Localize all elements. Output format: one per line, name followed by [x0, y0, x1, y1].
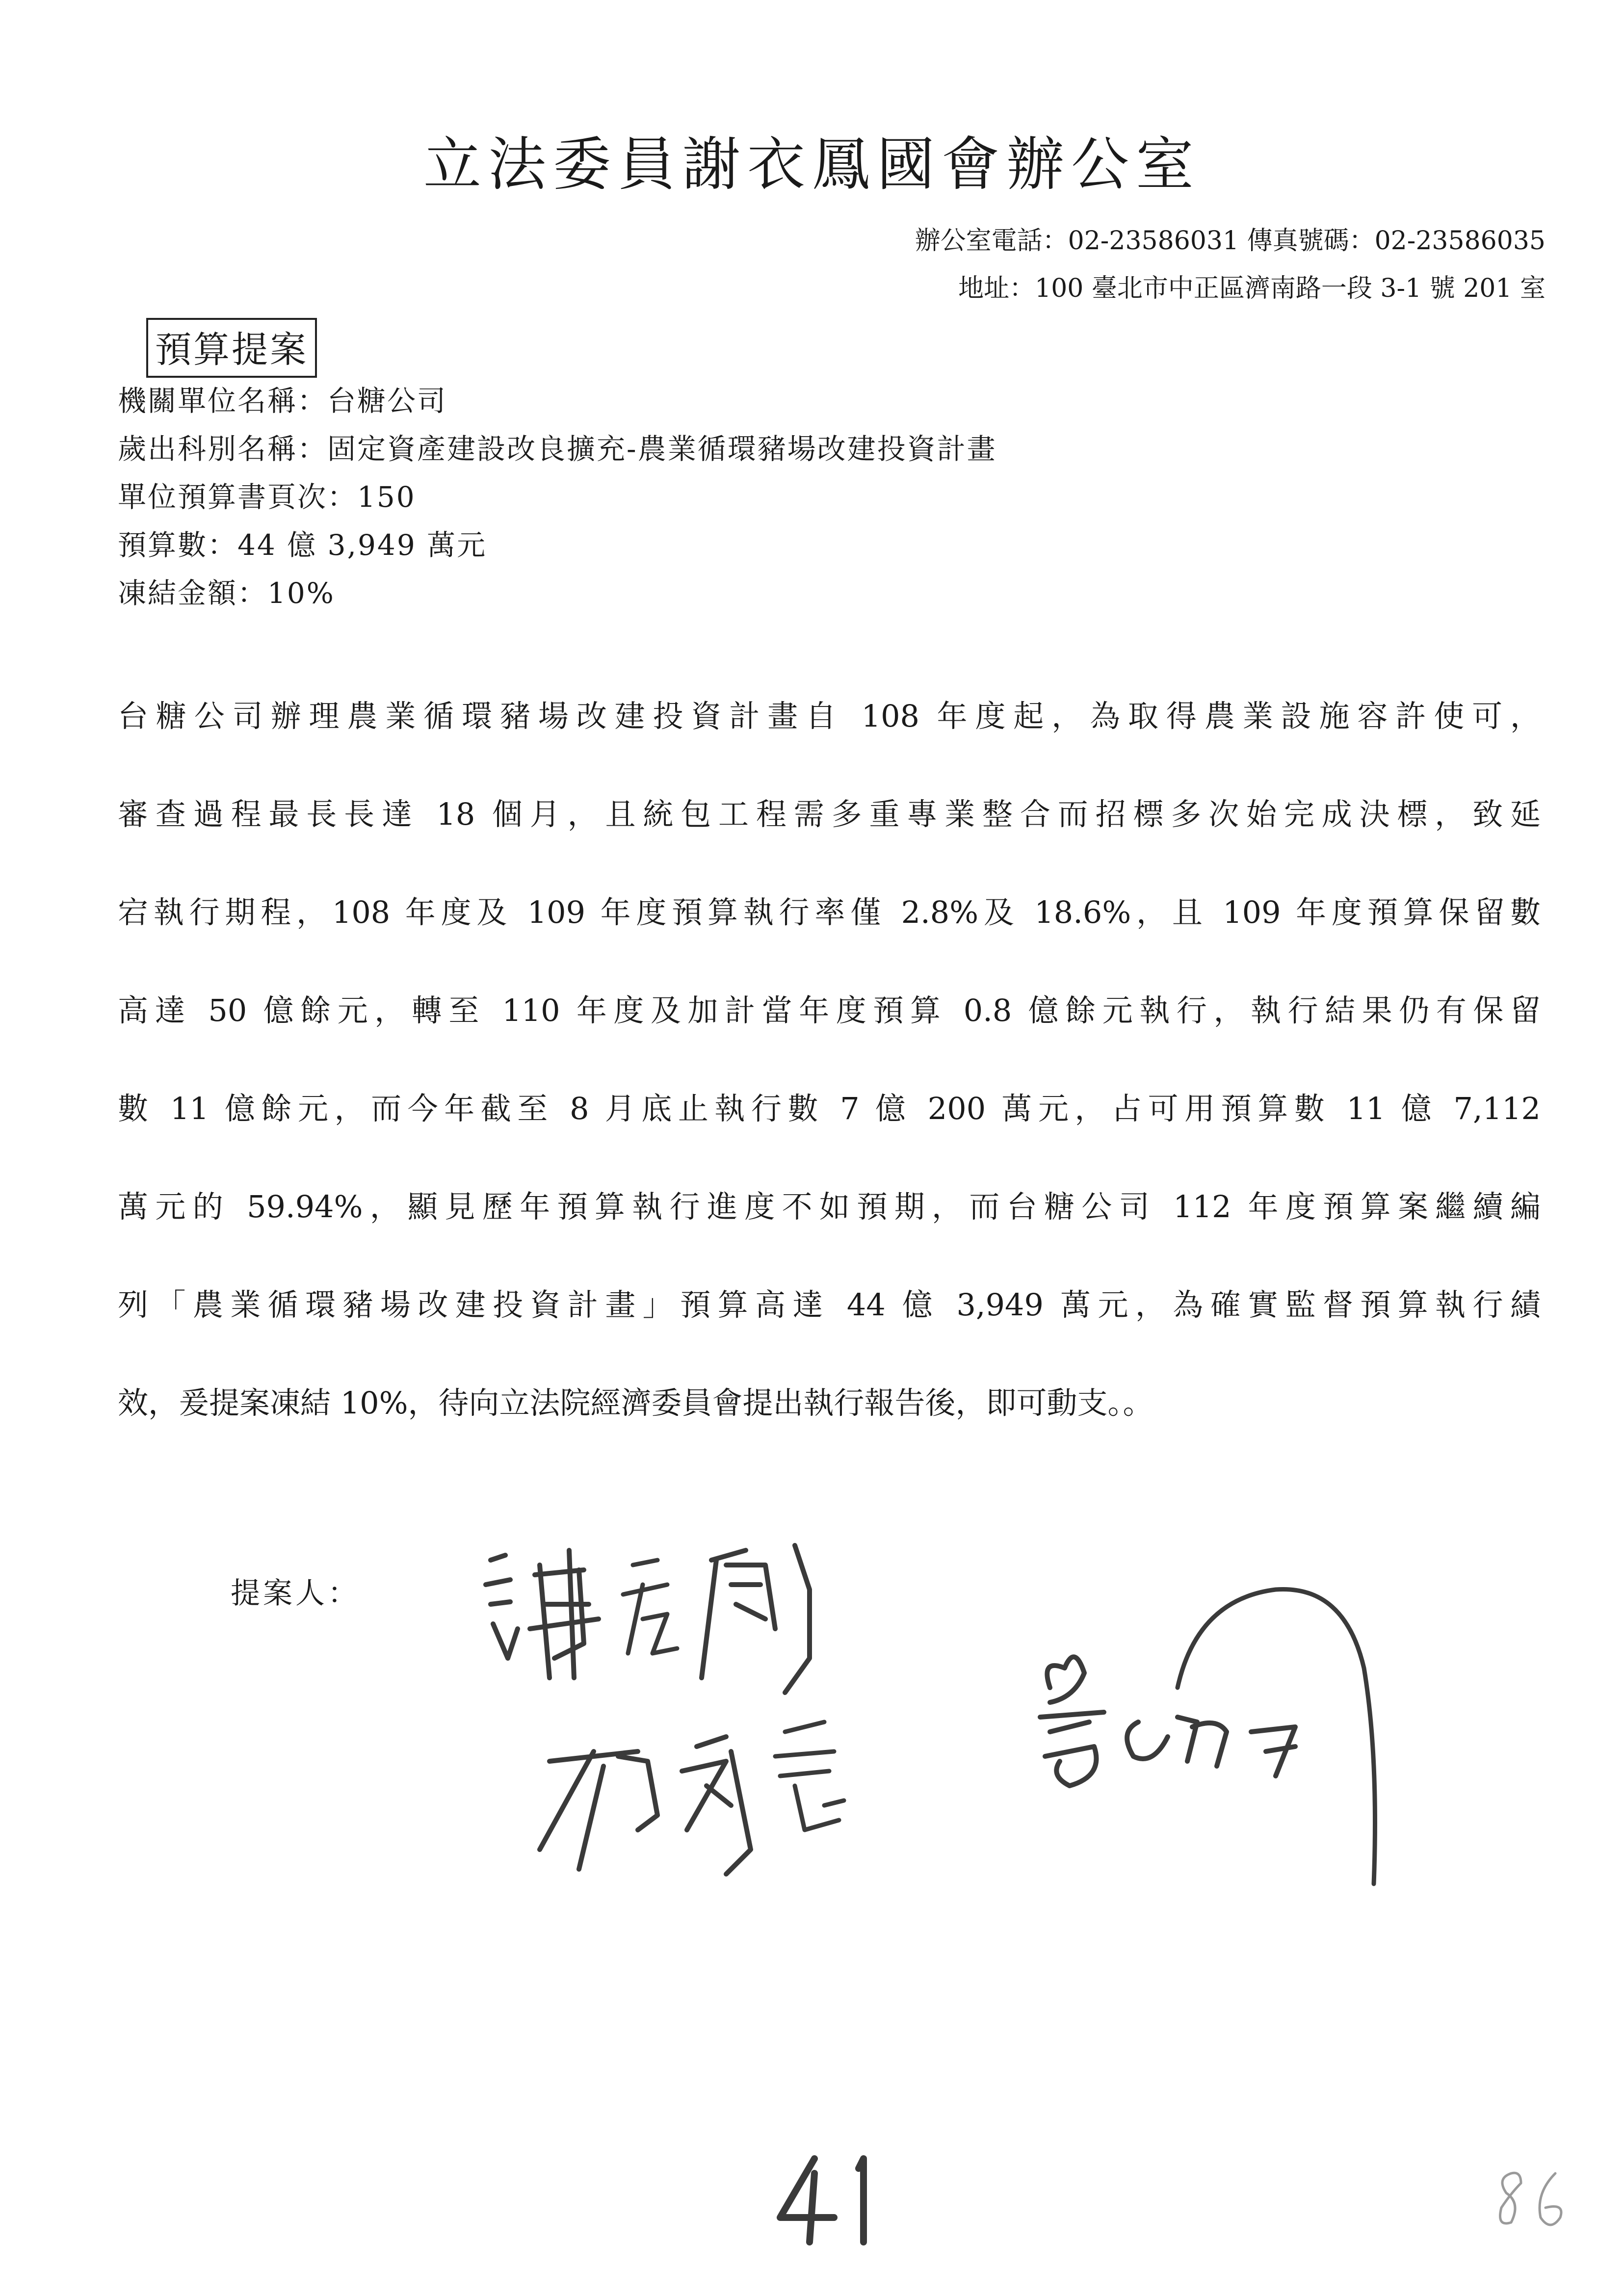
- meta-expenditure: 歲出科別名稱：固定資產建設改良擴充-農業循環豬場改建投資計畫: [118, 432, 997, 466]
- signature-3: [1021, 1570, 1433, 1913]
- office-contact: 辦公室電話：02-23586031 傳真號碼：02-23586035: [915, 226, 1545, 256]
- body-line: 宕執行期程，108 年度及 109 年度預算執行率僅 2.8%及 18.6%，且 109 年度預算保留數: [118, 894, 1541, 930]
- office-address: 地址：100 臺北市中正區濟南路一段 3-1 號 201 室: [958, 274, 1545, 303]
- body-line: 數 11 億餘元，而今年截至 8 月底止執行數 7 億 200 萬元，占可用預算數 11 億 7,112: [118, 1091, 1541, 1126]
- body-line: 審查過程最長長達 18 個月，且統包工程需多重專業整合而招標多次始完成決標，致延: [118, 796, 1541, 832]
- handwritten-sheet-number: [1492, 2164, 1580, 2237]
- meta-page: 單位預算書頁次：150: [118, 480, 416, 514]
- proposer-label: 提案人：: [231, 1576, 360, 1611]
- handwritten-page-number: [775, 2154, 893, 2247]
- meta-amount: 預算數：44 億 3,949 萬元: [118, 528, 487, 562]
- meta-agency: 機關單位名稱：台糖公司: [118, 384, 447, 417]
- body-line: 台糖公司辦理農業循環豬場改建投資計畫自 108 年度起，為取得農業設施容許使可，: [118, 698, 1541, 734]
- proposal-type-tag: 預算提案: [146, 318, 317, 378]
- body-line: 高達 50 億餘元，轉至 110 年度及加計當年度預算 0.8 億餘元執行，執行結果仍有保留: [118, 992, 1541, 1028]
- body-line: 效，爰提案凍結 10%，待向立法院經濟委員會提出執行報告後，即可動支。。: [118, 1385, 1153, 1421]
- signature-2: [520, 1702, 883, 1889]
- office-title: 立法委員謝衣鳳國會辦公室: [423, 130, 1201, 198]
- body-line: 萬元的 59.94%，顯見歷年預算執行進度不如預期，而台糖公司 112 年度預算案繼續編: [118, 1189, 1541, 1225]
- meta-freeze: 凍結金額：10%: [118, 576, 335, 610]
- body-line: 列「農業循環豬場改建投資計畫」預算高達 44 億 3,949 萬元，為確實監督預算執行績: [118, 1287, 1541, 1323]
- signature-1: [471, 1531, 864, 1707]
